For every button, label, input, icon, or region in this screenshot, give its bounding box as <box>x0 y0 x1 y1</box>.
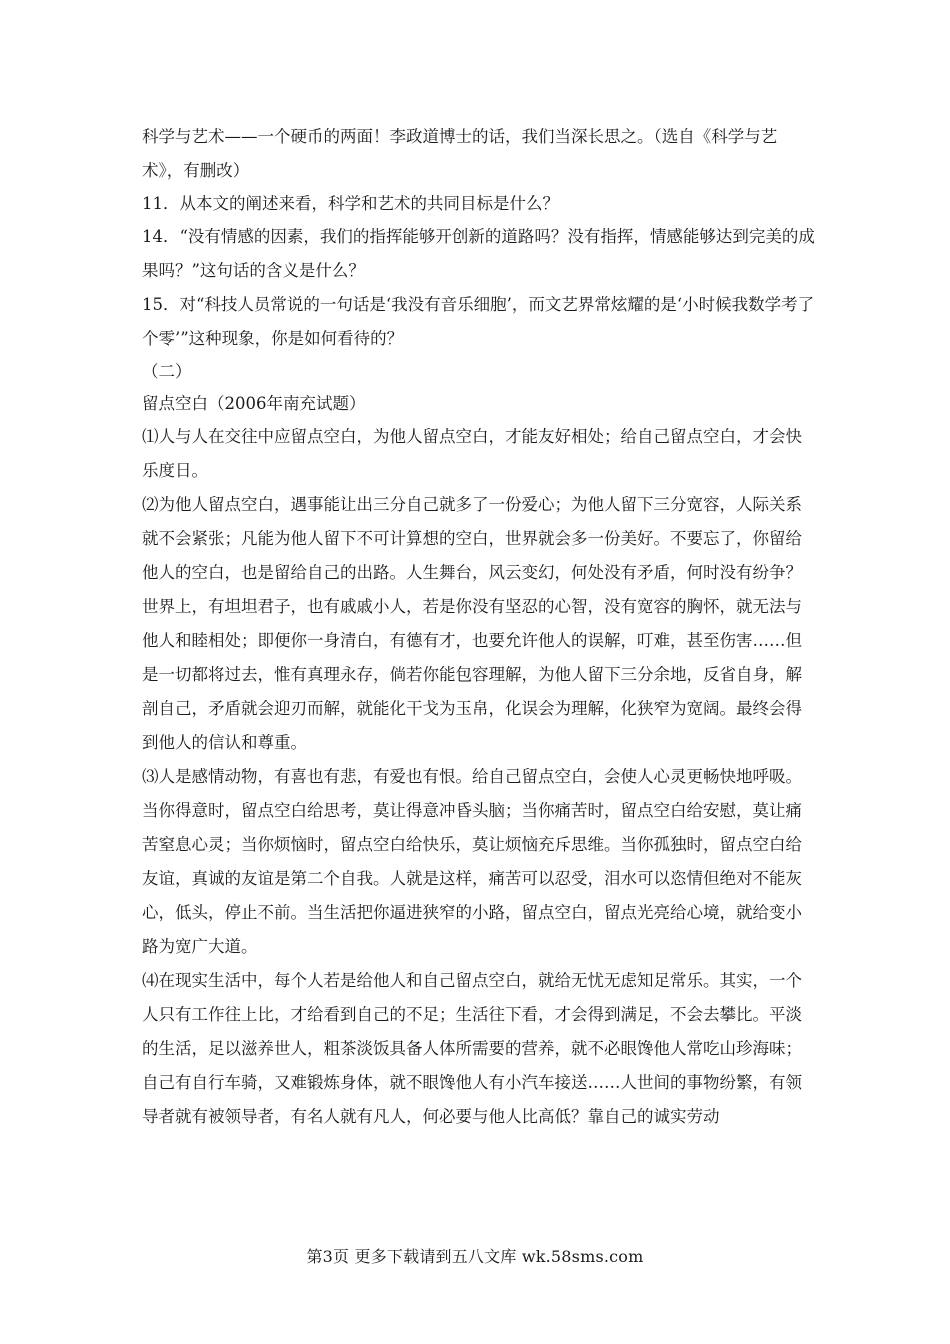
page-body <box>142 120 818 1134</box>
question-11: 11．从本文的阐述来看，科学和艺术的共同目标是什么？ <box>142 194 559 213</box>
question-15: 15．对“科技人员常说的一句话是‘我没有音乐细胞’，而文艺界常炫耀的是‘小时候我数学考了个零’”这种现象，你是如何看待的？ <box>142 295 815 348</box>
page-footer: 第3页 更多下载请到五八文库 wk.58sms.com <box>306 1247 644 1266</box>
question-14: 14．“没有情感的因素，我们的指挥能够开创新的道路吗？没有指挥，情感能够达到完美的成果吗？”这句话的含义是什么？ <box>142 227 815 280</box>
paragraph-4: ⑷在现实生活中，每个人若是给他人和自己留点空白，就给无忧无虑知足常乐。其实，一个人只有工作往上比，才给看到自己的不足；生活往下看，才会得到满足，不会去攀比。平淡的生活，足以滋养世人，粗茶淡饭具备人体所需要的营养，就不必眼馋他人常吃山珍海味；自己有自行车骑，又难锻炼身体，就不眼馋他人有小汽车接送……人世间的事物纷繁，有领导者就有被领导者，有名人就有凡人，何必要与他人比高低？靠自己的诚实劳动 <box>142 971 802 1126</box>
section-heading: （二） <box>142 362 192 381</box>
paragraph-2: ⑵为他人留点空白，遇事能让出三分自己就多了一份爱心；为他人留下三分宽容，人际关系就不会紧张；凡能为他人留下不可计算想的空白，世界就会多一份美好。不要忘了，你留给他人的空白，也是留给自己的出路。人生舞台，风云变幻，何处没有矛盾，何时没有纷争？世界上，有坦坦君子，也有戚戚小人，若是你没有坚忍的心智，没有宽容的胸怀，就无法与他人和睦相处；即便你一身清白，有德有才，也要允许他人的误解，叮难，甚至伤害……但是一切都将过去，惟有真理永存，倘若你能包容理解，为他人留下三分余地，反省自身，解剖自己，矛盾就会迎刃而解，就能化干戈为玉帛，化误会为理解，化狭窄为宽阔。最终会得到他人的信认和尊重。 <box>142 495 802 752</box>
article-title: 留点空白（2006年南充试题） <box>142 394 366 413</box>
paragraph-3: ⑶人是感情动物，有喜也有悲，有爱也有恨。给自己留点空白，会使人心灵更畅快地呼吸。当你得意时，留点空白给思考，莫让得意冲昏头脑；当你痛苦时，留点空白给安慰，莫让痛苦窒息心灵；当你烦恼时，留点空白给快乐，莫让烦恼充斥思维。当你孤独时，留点空白给友谊，真诚的友谊是第二个自我。人就是这样，痛苦可以忍受，泪水可以恣情但绝对不能灰心，低头，停止不前。当生活把你逼进狭窄的小路，留点空白，留点光亮给心境，就给变小路为宽广大道。 <box>142 767 802 956</box>
paragraph-closing-quote: 科学与艺术——一个硬币的两面！李政道博士的话，我们当深长思之。（选自《科学与艺术》，有删改） <box>142 127 778 180</box>
paragraph-1: ⑴人与人在交往中应留点空白，为他人留点空白，才能友好相处；给自己留点空白，才会快乐度日。 <box>142 427 802 480</box>
